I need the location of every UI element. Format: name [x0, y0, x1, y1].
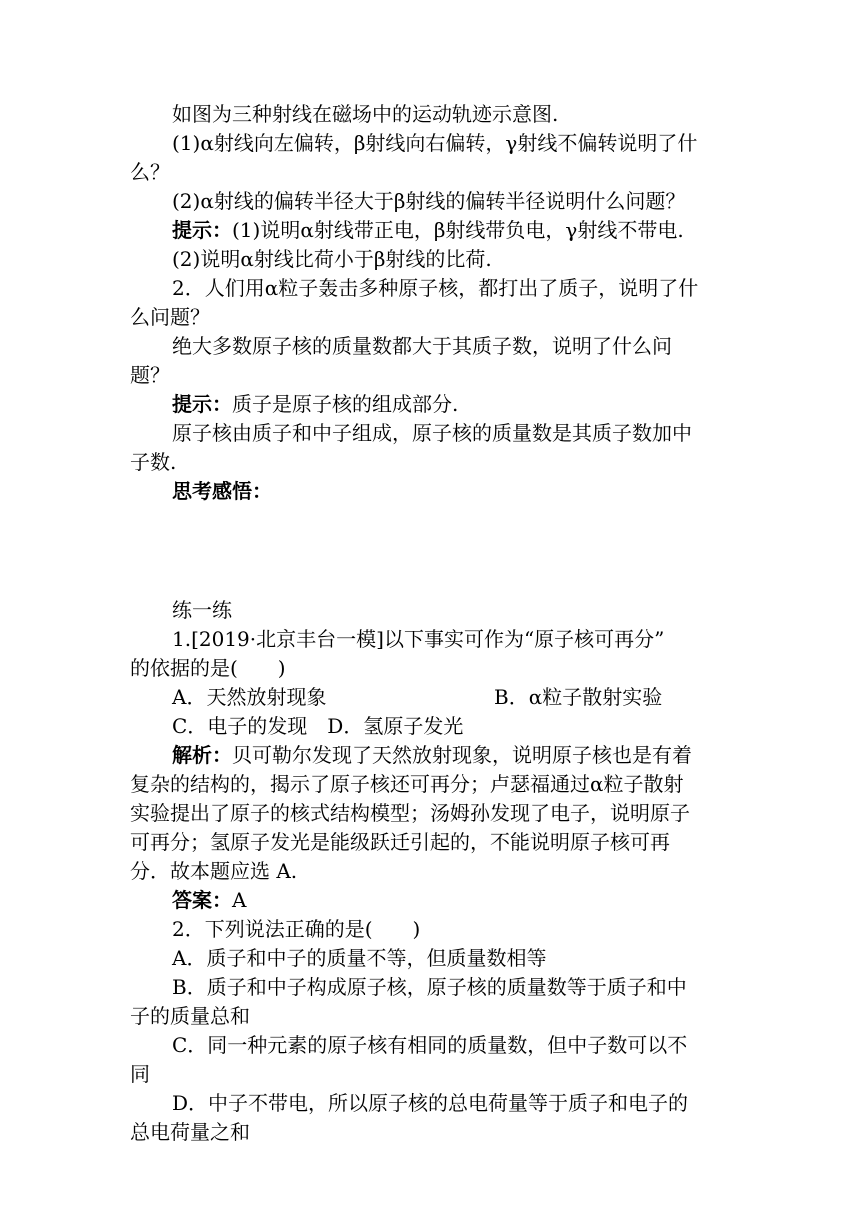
- practice-question-2: 2．下列说法正确的是( ): [172, 917, 421, 941]
- reflection-heading: 思考感悟：: [172, 479, 272, 503]
- q2-option-b-cont: 子的质量总和: [130, 1004, 250, 1028]
- hint-3: [130, 390, 730, 419]
- option-row-ab: [130, 683, 730, 712]
- hint-4: 原子核由质子和中子组成，原子核的质量数是其质子数加中: [172, 421, 692, 445]
- hint-label: 提示：: [172, 392, 232, 416]
- hint-1: [130, 216, 730, 245]
- hint-4-cont: 子数.: [130, 450, 177, 474]
- q2-option-b: B．质子和中子构成原子核，原子核的质量数等于质子和中: [172, 975, 687, 999]
- option-row-cd: C．电子的发现 D．氢原子发光: [172, 714, 464, 738]
- hint-text: 质子是原子核的组成部分.: [232, 392, 459, 416]
- hint-2: (2)说明α射线比荷小于β射线的比荷.: [172, 247, 492, 271]
- hint-text: (1)说明α射线带正电，β射线带负电，γ射线不带电.: [232, 218, 684, 242]
- discussion-question-1-cont: 么？: [130, 160, 170, 184]
- answer-value: A: [232, 888, 247, 912]
- answer-label: 答案：: [172, 888, 232, 912]
- discussion-question-3-cont: 么问题？: [130, 305, 210, 329]
- option-b: B．α粒子散射实验: [494, 685, 663, 709]
- discussion-question-4: 绝大多数原子核的质量数都大于其质子数，说明了什么问: [172, 334, 672, 358]
- practice-question-1: 1.[2019·北京丰台一模]以下事实可作为“原子核可再分”: [172, 627, 665, 651]
- practice-heading: 练一练: [172, 598, 232, 622]
- discussion-question-3: 2．人们用α粒子轰击多种原子核，都打出了质子，说明了什: [172, 276, 699, 300]
- discussion-intro: 如图为三种射线在磁场中的运动轨迹示意图.: [172, 102, 559, 126]
- q2-option-c-cont: 同: [130, 1062, 150, 1086]
- analysis-line-3: 实验提出了原子的核式结构模型；汤姆孙发现了电子，说明原子: [130, 801, 690, 825]
- practice-question-1-cont: 的依据的是( ): [130, 656, 286, 680]
- blank-space: [130, 506, 730, 596]
- analysis-line-1: [130, 741, 730, 770]
- hint-label: 提示：: [172, 218, 232, 242]
- analysis-line-4: 可再分；氢原子发光是能级跃迁引起的，不能说明原子核可再: [130, 830, 670, 854]
- q2-option-c: C．同一种元素的原子核有相同的质量数，但中子数可以不: [172, 1033, 688, 1057]
- discussion-question-4-cont: 题？: [130, 363, 170, 387]
- q2-option-a: A．质子和中子的质量不等，但质量数相等: [172, 946, 547, 970]
- analysis-line-5: 分．故本题应选 A.: [130, 859, 298, 883]
- discussion-question-2: (2)α射线的偏转半径大于β射线的偏转半径说明什么问题？: [172, 189, 686, 213]
- q2-option-d-cont: 总电荷量之和: [130, 1120, 250, 1144]
- analysis-line-2: 复杂的结构的，揭示了原子核还可再分；卢瑟福通过α粒子散射: [130, 772, 684, 796]
- discussion-question-1: (1)α射线向左偏转，β射线向右偏转，γ射线不偏转说明了什: [172, 131, 698, 155]
- option-a: A．天然放射现象: [172, 685, 327, 709]
- analysis-text: 贝可勒尔发现了天然放射现象，说明原子核也是有着: [232, 743, 692, 767]
- document-page: [130, 100, 730, 1147]
- answer-line: [130, 886, 730, 915]
- analysis-label: 解析：: [172, 743, 232, 767]
- q2-option-d: D．中子不带电，所以原子核的总电荷量等于质子和电子的: [172, 1091, 689, 1115]
